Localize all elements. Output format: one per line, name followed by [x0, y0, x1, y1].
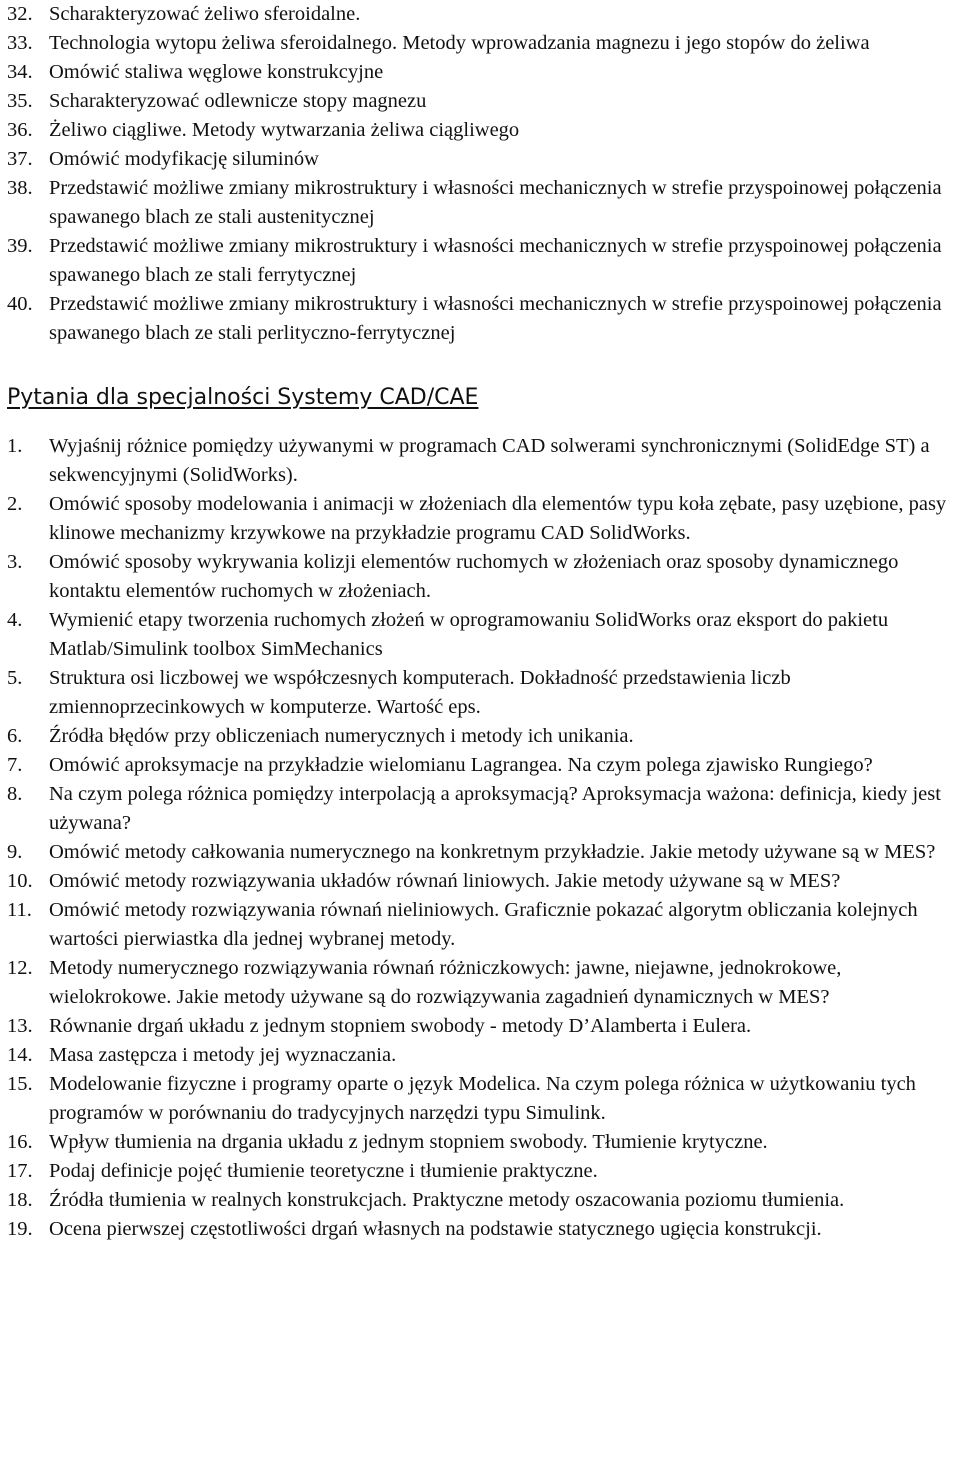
list-item — [7, 1128, 952, 1157]
item-text: Omówić aproksymacje na przykładzie wielomianu Lagrangea. Na czym polega zjawisko Rungiego? — [49, 754, 873, 776]
item-number: 35. — [7, 90, 33, 112]
list-item — [7, 1157, 952, 1186]
item-number: 36. — [7, 119, 33, 141]
item-number: 12. — [7, 957, 33, 979]
list-item — [7, 1041, 952, 1070]
item-number: 19. — [7, 1218, 33, 1240]
document-page — [7, 0, 952, 1244]
list-item — [7, 606, 952, 664]
item-number: 2. — [7, 493, 23, 515]
item-number: 8. — [7, 783, 23, 805]
list-item — [7, 0, 952, 29]
item-text: Wpływ tłumienia na drgania układu z jednym stopniem swobody. Tłumienie krytyczne. — [49, 1131, 768, 1153]
item-text: Przedstawić możliwe zmiany mikrostruktury i własności mechanicznych w strefie przyspoinowej połączenia spawanego blach ze stali perlityczno-ferrytycznej — [49, 293, 942, 344]
list-item — [7, 954, 952, 1012]
item-text: Masa zastępcza i metody jej wyznaczania. — [49, 1044, 397, 1066]
item-number: 38. — [7, 177, 33, 199]
item-text: Omówić modyfikację siluminów — [49, 148, 319, 170]
item-text: Omówić metody rozwiązywania równań nieliniowych. Graficznie pokazać algorytm obliczania kolejnych wartości pierwiastka dla jednej wybranej metody. — [49, 899, 918, 950]
item-text: Omówić metody rozwiązywania układów równań liniowych. Jakie metody używane są w MES? — [49, 870, 841, 892]
list-item — [7, 1070, 952, 1128]
section-heading-cad-cae: Pytania dla specjalności Systemy CAD/CAE — [7, 385, 479, 410]
list-item — [7, 29, 952, 58]
item-text: Źródła tłumienia w realnych konstrukcjach. Praktyczne metody oszacowania poziomu tłumienia. — [49, 1189, 845, 1211]
list-item — [7, 780, 952, 838]
item-number: 11. — [7, 899, 32, 921]
item-text: Przedstawić możliwe zmiany mikrostruktury i własności mechanicznych w strefie przyspoinowej połączenia spawanego blach ze stali ferrytycznej — [49, 235, 942, 286]
item-text: Scharakteryzować żeliwo sferoidalne. — [49, 3, 361, 25]
item-text: Ocena pierwszej częstotliwości drgań własnych na podstawie statycznego ugięcia konstrukcji. — [49, 1218, 822, 1240]
item-number: 14. — [7, 1044, 33, 1066]
item-text: Wyjaśnij różnice pomiędzy używanymi w programach CAD solwerami synchronicznymi (SolidEdge ST) a sekwencyjnymi (SolidWorks). — [49, 435, 930, 486]
list-item — [7, 490, 952, 548]
item-text: Równanie drgań układu z jednym stopniem swobody - metody D’Alamberta i Eulera. — [49, 1015, 752, 1037]
item-text: Omówić sposoby modelowania i animacji w złożeniach dla elementów typu koła zębate, pasy uzębione, pasy klinowe mechanizmy krzywkowe na przykładzie programu CAD SolidWorks. — [49, 493, 947, 544]
item-number: 39. — [7, 235, 33, 257]
list-item — [7, 1215, 952, 1244]
item-number: 3. — [7, 551, 23, 573]
item-number: 4. — [7, 609, 23, 631]
list-item — [7, 232, 952, 290]
question-list-materials — [7, 0, 952, 348]
item-text: Modelowanie fizyczne i programy oparte o język Modelica. Na czym polega różnica w użytkowaniu tych programów w porównaniu do tradycyjnych narzędzi typu Simulink. — [49, 1073, 916, 1124]
list-item — [7, 1012, 952, 1041]
item-number: 9. — [7, 841, 23, 863]
item-text: Omówić sposoby wykrywania kolizji elementów ruchomych w złożeniach oraz sposoby dynamicznego kontaktu elementów ruchomych w złożeniach. — [49, 551, 899, 602]
list-item — [7, 87, 952, 116]
list-item — [7, 751, 952, 780]
item-number: 33. — [7, 32, 33, 54]
item-text: Źródła błędów przy obliczeniach numerycznych i metody ich unikania. — [49, 725, 634, 747]
item-text: Na czym polega różnica pomiędzy interpolacją a aproksymacją? Aproksymacja ważona: definicja, kiedy jest używana? — [49, 783, 941, 834]
item-text: Metody numerycznego rozwiązywania równań różniczkowych: jawne, niejawne, jednokrokowe, wielokrokowe. Jakie metody używane są do rozwiązywania zagadnień dynamicznych w MES? — [49, 957, 842, 1008]
item-number: 17. — [7, 1160, 33, 1182]
list-item — [7, 432, 952, 490]
list-item — [7, 1186, 952, 1215]
item-text: Technologia wytopu żeliwa sferoidalnego. Metody wprowadzania magnezu i jego stopów do żeliwa — [49, 32, 870, 54]
item-text: Scharakteryzować odlewnicze stopy magnezu — [49, 90, 427, 112]
list-item — [7, 58, 952, 87]
item-number: 40. — [7, 293, 33, 315]
item-number: 5. — [7, 667, 23, 689]
list-item — [7, 664, 952, 722]
item-number: 13. — [7, 1015, 33, 1037]
item-number: 7. — [7, 754, 23, 776]
list-item — [7, 867, 952, 896]
question-list-cad-cae — [7, 432, 952, 1244]
item-text: Wymienić etapy tworzenia ruchomych złożeń w oprogramowaniu SolidWorks oraz eksport do pakietu Matlab/Simulink toolbox SimMechanics — [49, 609, 889, 660]
item-number: 1. — [7, 435, 23, 457]
item-number: 32. — [7, 3, 33, 25]
item-text: Podaj definicje pojęć tłumienie teoretyczne i tłumienie praktyczne. — [49, 1160, 598, 1182]
item-number: 34. — [7, 61, 33, 83]
list-item — [7, 116, 952, 145]
list-item — [7, 174, 952, 232]
item-number: 15. — [7, 1073, 33, 1095]
item-number: 6. — [7, 725, 23, 747]
list-item — [7, 145, 952, 174]
list-item — [7, 548, 952, 606]
item-number: 16. — [7, 1131, 33, 1153]
list-item — [7, 722, 952, 751]
item-number: 10. — [7, 870, 33, 892]
item-text: Żeliwo ciągliwe. Metody wytwarzania żeliwa ciągliwego — [49, 119, 520, 141]
item-number: 18. — [7, 1189, 33, 1211]
item-text: Struktura osi liczbowej we współczesnych komputerach. Dokładność przedstawienia liczb zmiennoprzecinkowych w komputerze. Wartość eps. — [49, 667, 791, 718]
list-item — [7, 838, 952, 867]
item-text: Omówić staliwa węglowe konstrukcyjne — [49, 61, 384, 83]
list-item — [7, 290, 952, 348]
item-number: 37. — [7, 148, 33, 170]
item-text: Przedstawić możliwe zmiany mikrostruktury i własności mechanicznych w strefie przyspoinowej połączenia spawanego blach ze stali austenitycznej — [49, 177, 942, 228]
list-item — [7, 896, 952, 954]
item-text: Omówić metody całkowania numerycznego na konkretnym przykładzie. Jakie metody używane są w MES? — [49, 841, 936, 863]
